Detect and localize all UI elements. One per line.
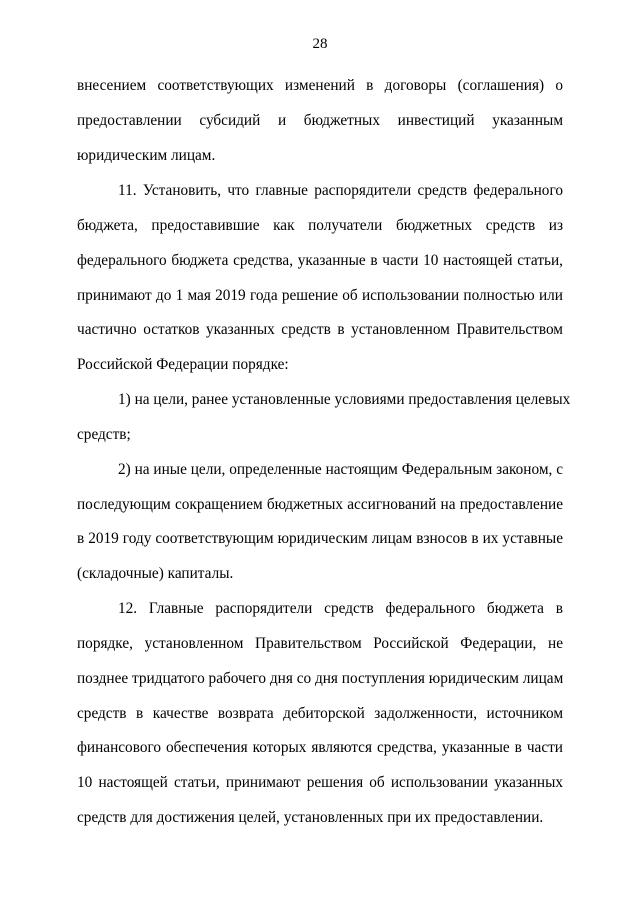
body-line: средств в качестве возврата дебиторской задолженности, источником [77, 705, 563, 722]
body-line: Российской Федерации порядке: [77, 356, 289, 373]
body-line: средств; [77, 426, 131, 443]
body-line: 11. Установить, что главные распорядители средств федерального [118, 182, 563, 199]
body-line: принимают до 1 мая 2019 года решение об использовании полностью или [77, 287, 563, 304]
body-line: 1) на цели, ранее установленные условиями предоставления целевых [118, 391, 571, 408]
body-line: 2) на иные цели, определенные настоящим Федеральным законом, с [118, 461, 563, 478]
body-line: (складочные) капиталы. [77, 565, 234, 582]
body-line: частично остатков указанных средств в установленном Правительством [77, 321, 563, 338]
body-line: 10 настоящей статьи, принимают решения об использовании указанных [77, 774, 563, 791]
body-line: средств для достижения целей, установленных при их предоставлении. [77, 809, 544, 826]
body-line: в 2019 году соответствующим юридическим лицам взносов в их уставные [77, 530, 563, 547]
body-line: финансового обеспечения которых являются средства, указанные в части [77, 739, 563, 756]
page-number: 28 [312, 36, 328, 52]
body-line: юридическим лицам. [77, 147, 216, 164]
body-line: федерального бюджета средства, указанные в части 10 настоящей статьи, [77, 252, 563, 269]
body-line: позднее тридцатого рабочего дня со дня поступления юридическим лицам [77, 670, 564, 687]
body-line: внесением соответствующих изменений в договоры (соглашения) о [77, 77, 563, 94]
body-line: последующим сокращением бюджетных ассигнований на предоставление [77, 496, 563, 513]
body-line: 12. Главные распорядители средств федерального бюджета в [118, 600, 563, 617]
body-line: порядке, установленном Правительством Российской Федерации, не [77, 635, 563, 652]
body-line: предоставлении субсидий и бюджетных инвестиций указанным [77, 112, 563, 129]
body-line: бюджета, предоставившие как получатели бюджетных средств из [77, 217, 563, 234]
